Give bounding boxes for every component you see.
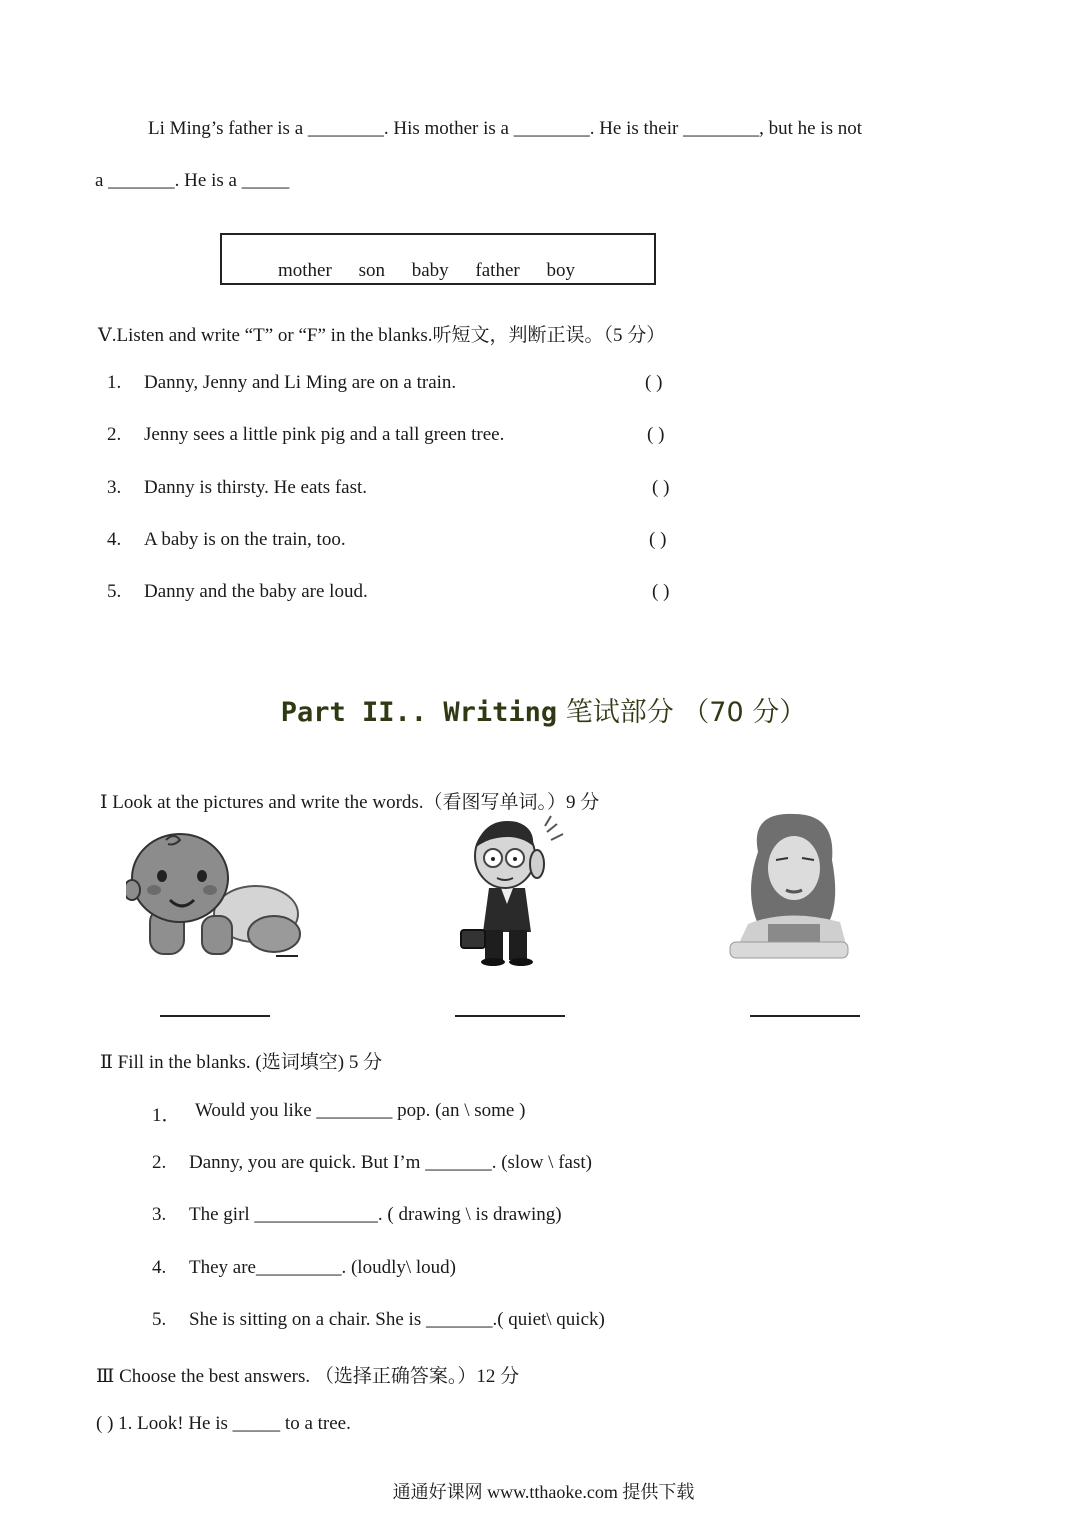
answer-bracket[interactable]: ( ) xyxy=(652,477,670,498)
baby-picture xyxy=(126,828,306,964)
passage-line-1: Li Ming’s father is a ________. His mother is a ________. He is their ________, but he is not xyxy=(148,118,863,139)
answer-line[interactable] xyxy=(160,1015,270,1017)
list-item-text: Danny and the baby are loud. xyxy=(144,581,368,602)
answer-bracket[interactable]: ( ) xyxy=(647,424,665,445)
list-item-number: 2. xyxy=(107,424,122,445)
list-item-number: 4. xyxy=(107,529,122,550)
list-item-text: Would you like ________ pop. (an \ some ) xyxy=(195,1100,526,1121)
list-item-number: 4. xyxy=(152,1257,167,1278)
answer-bracket[interactable]: ( ) xyxy=(645,372,663,393)
list-item-number: 1． xyxy=(152,1105,181,1126)
list-item-number: 3. xyxy=(107,477,122,498)
answer-bracket[interactable]: ( ) xyxy=(649,529,667,550)
list-item-number: 5. xyxy=(107,581,122,602)
list-item-number: 1. xyxy=(107,372,122,393)
word-box-word: son xyxy=(358,260,385,281)
section-iii-heading: Ⅲ Choose the best answers. （选择正确答案。）12 分 xyxy=(96,1366,520,1387)
word-box-word: father xyxy=(475,260,520,281)
list-item-text: The girl _____________. ( drawing \ is drawing) xyxy=(189,1204,562,1225)
answer-line[interactable] xyxy=(750,1015,860,1017)
passage-line-2: a _______. He is a _____ xyxy=(95,170,290,191)
part-title xyxy=(0,690,1087,729)
section-i-heading: Ⅰ Look at the pictures and write the words.（看图写单词。）9 分 xyxy=(100,792,600,813)
list-item-number: 3. xyxy=(152,1204,167,1225)
list-item-number: 5. xyxy=(152,1309,167,1330)
page-footer: 通通好课网 www.tthaoke.com 提供下载 xyxy=(392,1482,695,1502)
list-item-text: Jenny sees a little pink pig and a tall green tree. xyxy=(144,424,505,445)
section-ii-heading: Ⅱ Fill in the blanks. (选词填空) 5 分 xyxy=(100,1052,383,1073)
answer-line[interactable] xyxy=(455,1015,565,1017)
word-box-word: baby xyxy=(411,260,449,281)
father-picture xyxy=(455,812,575,966)
section-v-heading: Ⅴ.Listen and write “T” or “F” in the blanks.听短文，判断正误。（5 分） xyxy=(98,325,666,346)
word-box xyxy=(220,233,656,285)
list-item-number: 2. xyxy=(152,1152,167,1173)
list-item-text: A baby is on the train, too. xyxy=(144,529,346,550)
answer-bracket[interactable]: ( ) xyxy=(652,581,670,602)
part-title-en: Part II.. Writing xyxy=(280,697,558,728)
list-item-text: Danny, you are quick. But I’m _______. (slow \ fast) xyxy=(189,1152,592,1173)
word-box-word: boy xyxy=(546,260,575,281)
mother-picture xyxy=(728,812,858,966)
word-box-word: mother xyxy=(278,260,332,281)
list-item-text: Danny is thirsty. He eats fast. xyxy=(144,477,368,498)
part-title-cn: 笔试部分 （70 分） xyxy=(557,697,807,728)
list-item-text: Danny, Jenny and Li Ming are on a train. xyxy=(144,372,457,393)
list-item-text: She is sitting on a chair. She is _______.( quiet\ quick) xyxy=(189,1309,605,1330)
list-item-text: They are_________. (loudly\ loud) xyxy=(189,1257,457,1278)
question-item: ( ) 1. Look! He is _____ to a tree. xyxy=(96,1413,351,1434)
